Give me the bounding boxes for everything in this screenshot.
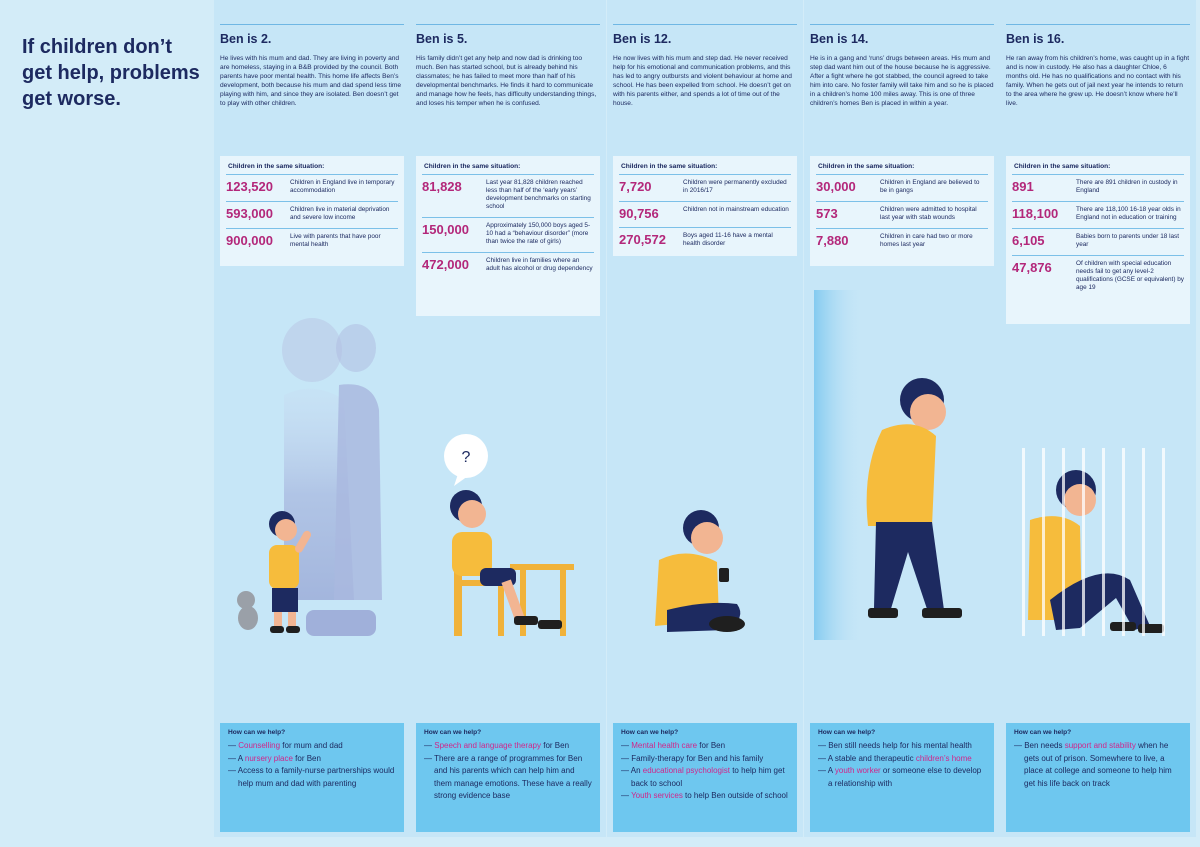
column-heading: Ben is 5. — [416, 32, 468, 46]
help-highlight: nursery place — [244, 753, 293, 763]
cell-bar — [1082, 448, 1085, 636]
help-title: How can we help? — [818, 729, 876, 736]
teen-face — [910, 394, 946, 430]
stat-text: Children in England live in temporary accommodation — [290, 179, 395, 194]
stat-value: 900,000 — [226, 233, 273, 248]
column-heading: Ben is 12. — [613, 32, 672, 46]
stats-title: Children in the same situation: — [228, 163, 325, 170]
stat-text: Children not in mainstream education — [683, 206, 789, 213]
stats-title: Children in the same situation: — [1014, 163, 1111, 170]
help-item — [424, 740, 592, 753]
stat-value: 123,520 — [226, 179, 273, 194]
stat-value: 81,828 — [422, 179, 462, 194]
cell-bar — [1042, 448, 1045, 636]
column-heading: Ben is 16. — [1006, 32, 1065, 46]
stat-item — [422, 252, 594, 279]
child-leg — [288, 612, 296, 626]
stat-item — [226, 174, 398, 201]
teen-shoe — [922, 608, 962, 618]
column-heading: Ben is 2. — [220, 32, 272, 46]
stat-value: 7,720 — [619, 179, 652, 194]
cell-bar — [1062, 448, 1065, 636]
help-text: — An — [621, 766, 643, 775]
stat-item — [422, 217, 594, 252]
stat-item — [1012, 255, 1184, 298]
help-item — [818, 753, 986, 766]
teddy-bear-body — [238, 606, 258, 630]
help-panel — [810, 723, 994, 832]
help-title: How can we help? — [621, 729, 679, 736]
child-shoe — [286, 626, 300, 633]
cell-bar — [1022, 448, 1025, 636]
teen-trackpants — [874, 522, 944, 612]
cell-bar — [1122, 448, 1125, 636]
column-story: His family didn’t get any help and now dad is drinking too much. Ben has started school, but is already behind his classmates; he has failed to meet more than half of his developmental benchmarks. He finds it hard to communicate and manage how he feels, has difficulty understanding things, and loses his temper when he is confused. — [416, 55, 597, 107]
help-item — [621, 753, 789, 766]
stat-item — [1012, 201, 1184, 228]
help-highlight: Speech and language therapy — [434, 741, 541, 750]
question-mark: ? — [461, 449, 471, 466]
title-column — [0, 0, 210, 847]
help-panel — [1006, 723, 1190, 832]
help-item — [818, 740, 986, 753]
help-item — [228, 753, 396, 766]
stat-item — [226, 228, 398, 255]
stat-value: 472,000 — [422, 257, 469, 272]
help-text: — Family-therapy for Ben and his family — [621, 753, 764, 763]
help-highlight: youth worker — [834, 766, 881, 775]
stats-title: Children in the same situation: — [621, 163, 718, 170]
stat-item — [619, 174, 791, 201]
column-heading: Ben is 14. — [810, 32, 869, 46]
parent-shoes-shape — [306, 610, 376, 636]
help-text: — A — [818, 766, 835, 775]
divider-line — [810, 24, 994, 25]
cell-bar — [1142, 448, 1145, 636]
help-text: — — [424, 741, 435, 750]
divider-line — [220, 24, 404, 25]
help-item — [424, 753, 592, 803]
stat-text: Live with parents that have poor mental health — [290, 233, 381, 248]
stat-value: 118,100 — [1012, 206, 1059, 221]
teen-face — [1064, 484, 1096, 516]
child-face — [691, 522, 723, 554]
stat-value: 90,756 — [619, 206, 659, 221]
help-title: How can we help? — [1014, 729, 1072, 736]
child-shoe — [538, 620, 562, 629]
help-title: How can we help? — [228, 729, 286, 736]
column-age-16 — [1000, 0, 1196, 847]
child-shoe — [709, 616, 745, 632]
help-text: to help him get back to school — [631, 766, 785, 788]
stat-text: There are 891 children in custody in England — [1076, 179, 1178, 194]
help-text: for Ben — [292, 753, 321, 763]
stat-value: 270,572 — [619, 232, 666, 247]
bottom-strip — [0, 837, 1200, 847]
desk-top — [510, 564, 574, 570]
stat-text: Last year 81,828 children reached less than half of the ‘early years’ development benchmarks on starting school — [486, 179, 591, 210]
help-text: for Ben — [541, 741, 570, 750]
stat-value: 7,880 — [816, 233, 849, 248]
child-shorts — [272, 588, 298, 612]
stats-panel — [220, 156, 404, 266]
help-highlight: Counselling — [238, 741, 281, 750]
stat-text: Children live in material deprivation and severe low income — [290, 206, 390, 221]
column-story: He is in a gang and ‘runs’ drugs between areas. His mum and step dad want him out of the house because he is aggressive. After a fight where he got stabbed, the council agreed to take him into care. No foster family will take him and so he is placed in a children’s home 100 miles away. This is one of three children’s homes Ben is placed in within a year. — [810, 55, 994, 107]
help-panel — [613, 723, 797, 832]
help-item — [621, 740, 789, 753]
stat-text: Children in care had two or more homes last year — [880, 233, 973, 248]
stat-value: 150,000 — [422, 222, 469, 237]
stats-title: Children in the same situation: — [424, 163, 521, 170]
stat-value: 891 — [1012, 179, 1034, 194]
help-item — [818, 765, 986, 790]
stats-panel — [613, 156, 797, 256]
stat-value: 573 — [816, 206, 838, 221]
help-highlight: Mental health care — [631, 741, 698, 750]
stat-item — [1012, 228, 1184, 255]
help-text: — There are a range of programmes for Ben and his parents which can help him and them manage emotions. These have a really strong evidence base — [424, 753, 592, 800]
desk-leg — [520, 570, 526, 636]
stat-text: Of children with special education needs fail to get any level-2 qualifications (GCSE or equivalent) by age 19 — [1076, 260, 1184, 291]
help-text: when he gets out of prison. Somewhere to live, a place at college and someone to help him get his life back on track — [1024, 741, 1172, 788]
ben-age-5-illustration — [410, 420, 606, 660]
ben-age-12-illustration — [607, 500, 803, 650]
child-shoe — [514, 616, 538, 625]
column-story: He lives with his mum and dad. They are living in poverty and are homeless, staying in a B&B provided by the council. Both parents have poor mental health. This home life affects Ben’s development, both because his mum and dad spend less time playing with him, and since they are isolated. Ben doesn’t get to play with other children. — [220, 55, 402, 107]
help-text: — Access to a family-nurse partnerships would help mum and dad with parenting — [228, 766, 395, 788]
teen-shoe — [1138, 624, 1164, 633]
help-item — [621, 765, 789, 790]
help-title: How can we help? — [424, 729, 482, 736]
stat-value: 6,105 — [1012, 233, 1045, 248]
stats-panel — [810, 156, 994, 266]
ben-age-16-illustration — [1000, 430, 1196, 650]
help-text: to help Ben outside of school — [682, 791, 788, 800]
help-text: — Ben still needs help for his mental health — [818, 741, 972, 750]
stat-item — [619, 201, 791, 227]
stat-text: Babies born to parents under 18 last year — [1076, 233, 1180, 248]
help-panel — [220, 723, 404, 832]
help-highlight: children’s home — [915, 753, 972, 763]
speech-bubble-tail — [454, 474, 468, 486]
stat-text: Children were permanently excluded in 2016/17 — [683, 179, 787, 194]
stat-text: Approximately 150,000 boys aged 5-10 had a “behaviour disorder” (more than twice the rate of girls) — [486, 222, 591, 245]
column-age-2 — [214, 0, 410, 847]
help-item — [228, 740, 396, 753]
child-shoe — [270, 626, 284, 633]
child-face — [458, 500, 486, 528]
help-text: for Ben — [697, 741, 726, 750]
help-item — [1014, 740, 1182, 790]
parent-hair-shape — [282, 318, 342, 382]
stat-text: There are 118,100 16-18 year olds in England not in education or training — [1076, 206, 1181, 221]
teen-shoe — [868, 608, 898, 618]
stat-item — [422, 174, 594, 217]
help-text: or someone else to develop a relationship with — [828, 766, 982, 788]
help-highlight: educational psychologist — [642, 766, 730, 775]
stats-panel — [416, 156, 600, 316]
stat-item — [1012, 174, 1184, 201]
help-highlight: support and stability — [1064, 741, 1136, 750]
help-text: — A — [228, 753, 245, 763]
stat-value: 593,000 — [226, 206, 273, 221]
child-shirt — [269, 545, 299, 589]
divider-line — [416, 24, 600, 25]
cell-bar — [1102, 448, 1105, 636]
teen-hoodie — [867, 424, 936, 526]
help-item — [621, 790, 789, 803]
stat-item — [816, 201, 988, 228]
stats-panel — [1006, 156, 1190, 324]
stat-text: Children in England are believed to be in gangs — [880, 179, 980, 194]
ben-age-14-illustration — [804, 290, 1000, 650]
page-title: If children don’t get help, problems get worse. — [22, 36, 200, 110]
child-leg — [274, 612, 282, 626]
phone-shape — [719, 568, 729, 582]
help-text: — — [621, 791, 632, 800]
column-age-5 — [410, 0, 606, 847]
stats-title: Children in the same situation: — [818, 163, 915, 170]
help-highlight: Youth services — [631, 791, 683, 800]
help-item — [228, 765, 396, 790]
stat-text: Boys aged 11-16 have a mental health disorder — [683, 232, 773, 247]
stat-item — [226, 201, 398, 228]
column-story: He ran away from his children’s home, was caught up in a fight and is now in custody. He also has a daughter Chloe, 6 months old. He has no qualifications and no contact with his family. When he gets out of jail next year he intends to return to the area where he grew up. He doesn’t know where he’ll live. — [1006, 55, 1190, 107]
help-text: for mum and dad — [280, 741, 343, 750]
column-age-12 — [607, 0, 803, 847]
parent-body-shape — [334, 384, 382, 600]
help-text: — — [228, 741, 239, 750]
stat-value: 30,000 — [816, 179, 856, 194]
stat-text: Children were admitted to hospital last year with stab wounds — [880, 206, 977, 221]
child-face — [275, 519, 297, 541]
stat-item — [816, 228, 988, 255]
cell-bar — [1162, 448, 1165, 636]
help-panel — [416, 723, 600, 832]
column-age-14 — [804, 0, 1000, 847]
doorway-shade — [814, 290, 864, 640]
stat-item — [619, 227, 791, 254]
help-text: — A stable and therapeutic — [818, 753, 916, 763]
ben-age-2-illustration — [214, 300, 410, 650]
help-text: — — [621, 741, 632, 750]
parent-head-shape — [336, 324, 376, 372]
stat-text: Children live in families where an adult has alcohol or drug dependency — [486, 257, 593, 272]
help-text: — Ben needs — [1014, 741, 1065, 750]
stat-item — [816, 174, 988, 201]
column-story: He now lives with his mum and step dad. He never received help for his emotional and communication problems, and this has led to angry outbursts and violent behaviour at home and school. He has been expelled from school. He doesn’t get on with his parents either, and spends a lot of time out of the house. — [613, 55, 792, 107]
divider-line — [613, 24, 797, 25]
chair-leg — [498, 584, 504, 636]
stat-value: 47,876 — [1012, 260, 1052, 275]
divider-line — [1006, 24, 1190, 25]
